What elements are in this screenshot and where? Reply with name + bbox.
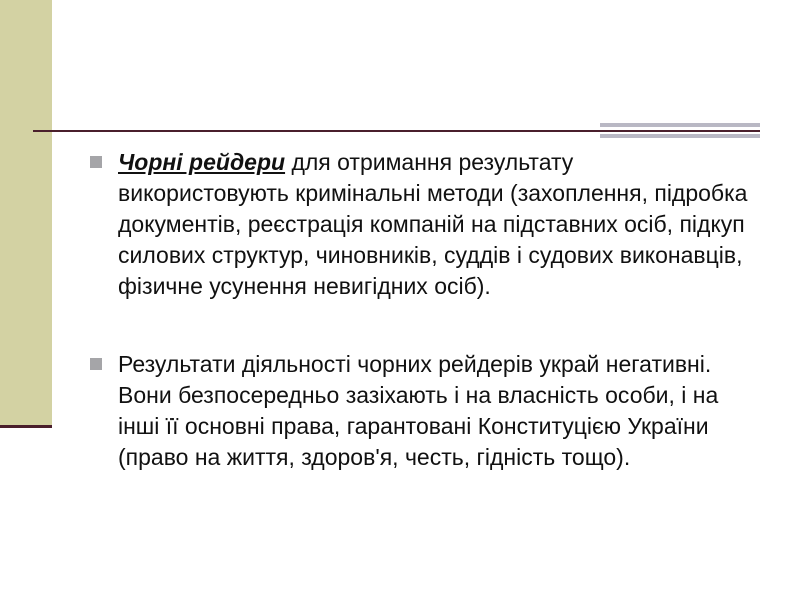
square-bullet-icon — [90, 358, 102, 370]
bullet-item-consequences — [90, 349, 750, 473]
bullet-list — [90, 147, 750, 473]
bullet-text: Результати діяльності чорних рейдерів украй негативні. Вони безпосередньо зазіхають і на власність особи, і на інші її основні права, гарантовані Конституцією України (право на життя, здоров'я, честь, гідність тощо). — [118, 351, 719, 470]
bullet-item-black-raiders — [90, 147, 750, 302]
title-divider-line — [33, 130, 760, 132]
side-decor-band-edge — [0, 425, 52, 428]
bullet-text: для отримання результату використовують кримінальні методи (захоплення, підробка документів, реєстрація компаній на підставних осіб, підкуп силових структур, чиновників, суддів і судових виконавців, фізичне усунення невигідних осіб). — [118, 149, 748, 299]
side-decor-band — [0, 0, 52, 425]
bullet-lead-term: Чорні рейдери — [118, 149, 286, 175]
divider-accent-bar-top — [600, 123, 760, 127]
divider-accent-bar-bottom — [600, 134, 760, 138]
square-bullet-icon — [90, 156, 102, 168]
